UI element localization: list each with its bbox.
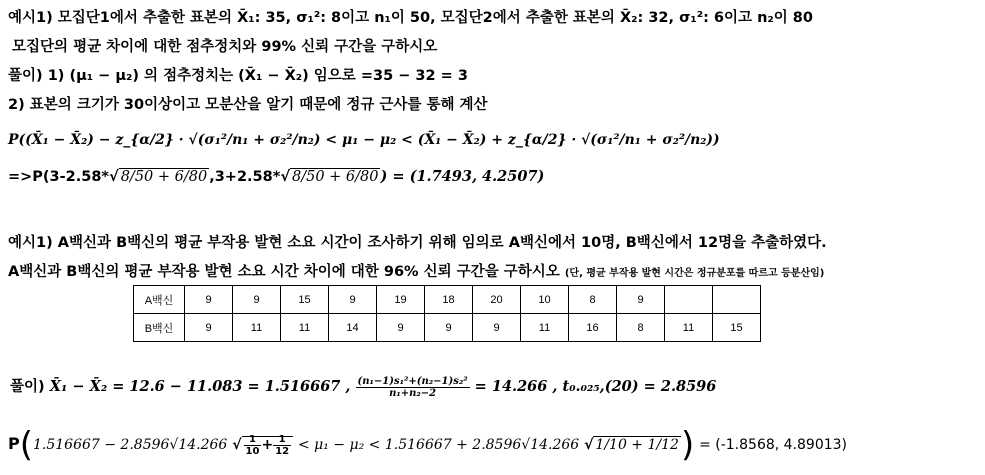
table-cell: 16	[569, 314, 617, 342]
fraction-1-over-12	[273, 434, 291, 457]
table-cell: 9	[377, 314, 425, 342]
example1-formula-computed: =>P(3-2.58*√ 8/50 + 6/80 ,3+2.58*√ 8/50 + 6/80 ) = (1.7493, 4.2507)	[8, 168, 545, 185]
ci-upper-expression: < μ₁ − μ₂ < 1.516667 + 2.8596√14.266	[298, 437, 580, 453]
table-cell: 14	[329, 314, 377, 342]
table-cell: 9	[425, 314, 473, 342]
example1-solution-line1: 풀이) 1) (μ₁ − μ₂) 의 점추정치는 (X̄₁ − X̄₂) 임으로 =35 − 32 = 3	[8, 68, 468, 84]
formula2-prefix: =>P(3-2.58*	[8, 169, 110, 185]
table-row	[134, 286, 761, 314]
table-cell: 10	[521, 286, 569, 314]
example2-solution-prefix: 풀이)	[10, 379, 45, 395]
formula2-mid: ,3+2.58*	[209, 169, 281, 185]
example2-problem-line2-main: A백신과 B백신의 평균 부작용 발현 소요 시간 차이에 대한 96% 신뢰 구간을 구하시오	[8, 264, 560, 280]
ci-upper-sqrt: 1/10 + 1/12	[595, 437, 679, 453]
ci-result: = (-1.8568, 4.89013)	[699, 437, 848, 453]
table-cell: 18	[425, 286, 473, 314]
example1-problem-line1: 예시1) 모집단1에서 추출한 표본의 X̄₁: 35, σ₁²: 8이고 n₁이 50, 모집단2에서 추출한 표본의 X̄₂: 32, σ₁²: 6이고 n₂이 80	[8, 10, 813, 26]
fraction-plus: +	[261, 437, 274, 453]
table-cell	[665, 286, 713, 314]
example1-formula-general: P((X̄₁ − X̄₂) − z_{α/2} · √(σ₁²/n₁ + σ₂²/n₂) < μ₁ − μ₂ < (X̄₁ − X̄₂) + z_{α/2} · √(σ₁²/n₁ + σ₂²/n₂))	[8, 132, 720, 148]
example2-solution-line1	[10, 375, 716, 399]
table-cell: 20	[473, 286, 521, 314]
ci-lower-expression: 1.516667 − 2.8596√14.266	[33, 437, 228, 453]
fraction2-numerator: 1	[273, 434, 291, 446]
fraction1-numerator: 1	[244, 434, 262, 446]
table-cell: 11	[665, 314, 713, 342]
table-cell: 11	[521, 314, 569, 342]
table-row	[134, 314, 761, 342]
fraction2-denominator: 12	[275, 445, 290, 457]
table-cell: 19	[377, 286, 425, 314]
table-cell: 9	[329, 286, 377, 314]
table-row-label: A백신	[134, 286, 185, 314]
fraction-1-over-10	[244, 434, 262, 457]
vaccine-data-table	[133, 285, 761, 342]
pooled-variance-fraction	[356, 376, 470, 399]
formula2-sqrt2: 8/50 + 6/80	[291, 169, 379, 185]
example2-problem-line1: 예시1) A백신과 B백신의 평균 부작용 발현 소요 시간이 조사하기 위해 임의로 A백신에서 10명, B백신에서 12명을 추출하였다.	[8, 235, 827, 251]
table-cell: 9	[185, 314, 233, 342]
example2-confidence-interval: P(1.516667 − 2.8596√14.266 √ $\frac{1}{10}$ + $\frac{1}{12}$ < μ₁ − μ₂ < 1.516667 + 2.8596√14.266 √ 1/10 + 1/12) = (-1.8568, 4.89013)	[8, 425, 848, 465]
table-cell	[713, 286, 761, 314]
table-cell: 11	[281, 314, 329, 342]
pooled-variance-denominator: n₁+n₂−2	[389, 387, 437, 399]
pooled-variance-and-t-value: = 14.266 , t₀.₀₂₅,(20) = 2.8596	[474, 378, 717, 395]
ci-sqrt-fractions	[242, 433, 294, 457]
table-cell: 15	[713, 314, 761, 342]
fraction1-denominator: 10	[245, 445, 260, 457]
sample-mean-difference: X̄₁ − X̄₂ = 12.6 − 11.083 = 1.516667 ,	[49, 378, 351, 395]
table-cell: 9	[185, 286, 233, 314]
formula2-sqrt1: 8/50 + 6/80	[120, 169, 208, 185]
pooled-variance-numerator: (n₁−1)s₁²+(n₂−1)s₂²	[357, 375, 468, 387]
table-cell: 8	[569, 286, 617, 314]
table-cell: 11	[233, 314, 281, 342]
example2-problem-line2	[8, 260, 824, 281]
example1-problem-line2: 모집단의 평균 차이에 대한 점추정치와 99% 신뢰 구간을 구하시오	[12, 39, 438, 55]
table-cell: 9	[473, 314, 521, 342]
probability-p: P	[8, 434, 20, 453]
example2-problem-note: (단, 평균 부작용 발현 시간은 정규분포를 따르고 등분산임)	[564, 268, 825, 279]
table-cell: 9	[617, 286, 665, 314]
formula2-result: ) = (1.7493, 4.2507)	[380, 168, 545, 185]
table-cell: 8	[617, 314, 665, 342]
example1-solution-line2: 2) 표본의 크기가 30이상이고 모분산을 알기 때문에 정규 근사를 통해 계산	[8, 97, 488, 113]
table-cell: 9	[233, 286, 281, 314]
table-cell: 15	[281, 286, 329, 314]
table-row-label: B백신	[134, 314, 185, 342]
